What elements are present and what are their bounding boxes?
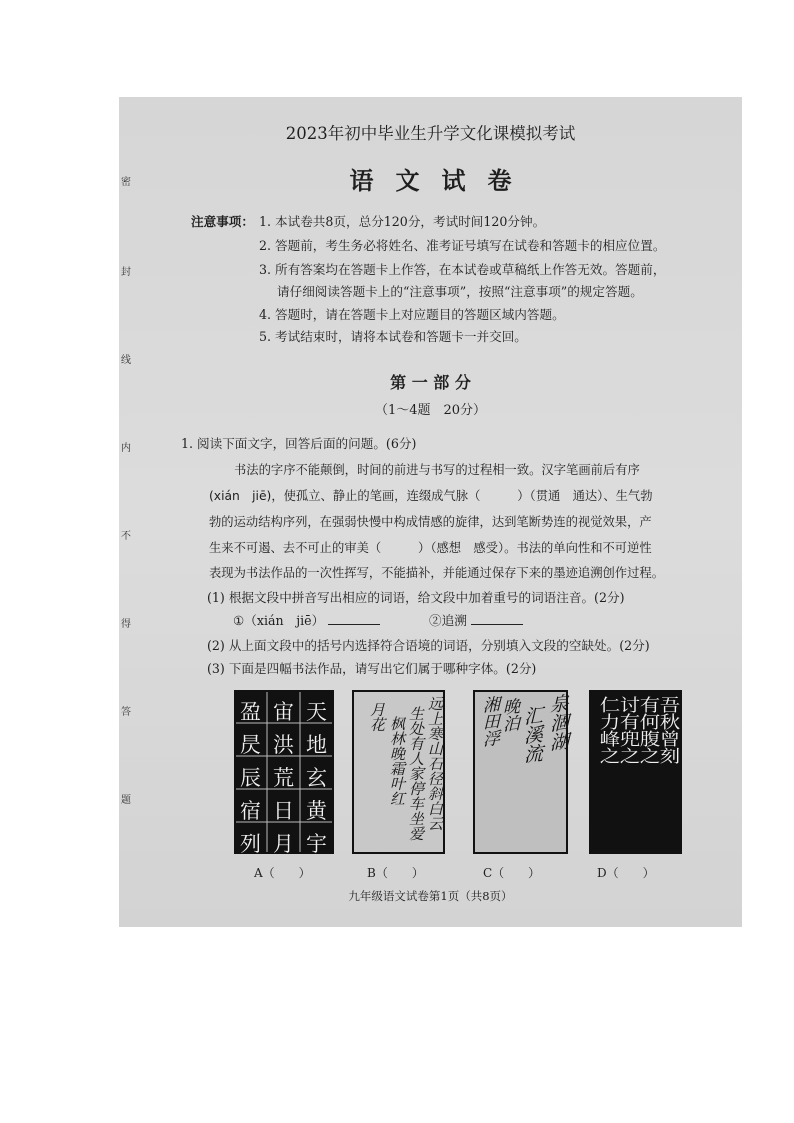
calligraphy-glyph: 月花 <box>368 702 386 732</box>
answer-blank[interactable] <box>471 612 523 625</box>
calligraphy-glyph: 仁力峰之 <box>594 696 619 764</box>
page-footer: 九年级语文试卷第1页（共8页） <box>348 889 513 903</box>
calligraphy-glyph: 泉涸湖 <box>547 692 569 753</box>
binding-label: 不 <box>121 531 131 542</box>
calligraphy-glyph: 黄 <box>306 799 327 823</box>
caption-d: D（ ） <box>597 866 655 880</box>
calligraphy-image-b <box>352 690 445 854</box>
calligraphy-glyph: 晚泊 <box>499 697 519 734</box>
subject-title: 语文试卷 <box>349 166 534 195</box>
exam-page <box>119 97 742 927</box>
pinyin-prompt: ①（xián jiē） <box>233 613 325 628</box>
binding-label: 答 <box>121 707 131 718</box>
passage-line: 勃的运动结构序列，在强弱快慢中构成情感的旋律，达到笔断势连的视觉效果，产 <box>209 515 652 529</box>
calligraphy-glyph: 玄 <box>306 766 327 790</box>
binding-label: 密 <box>121 177 131 188</box>
passage-line: (xián jiē)，使孤立、静止的笔画，连缀成气脉（ ）（贯通 通达）、生气勃 <box>209 489 653 503</box>
calligraphy-glyph: 日 <box>273 799 294 823</box>
passage-line: 书法的字序不能颠倒，时间的前进与书写的过程相一致。汉字笔画前后有序 <box>234 463 640 477</box>
calligraphy-glyph: 盈 <box>240 700 261 724</box>
calligraphy-glyph: 地 <box>306 733 327 757</box>
sub-question-1: (1) 根据文段中拼音写出相应的词语，给文段中加着重号的词语注音。(2分) <box>207 590 625 605</box>
calligraphy-glyph: 荒 <box>273 766 294 790</box>
calligraphy-glyph: 宙 <box>273 700 294 724</box>
notice-item: 3. 所有答案均在答题卡上作答，在本试卷或草稿纸上作答无效。答题前， <box>259 262 666 277</box>
calligraphy-glyph: 枫林晚霜叶红 <box>388 716 406 806</box>
calligraphy-image-a <box>234 690 334 854</box>
binding-label: 内 <box>121 443 131 454</box>
notice-item: 2. 答题前，考生务必将姓名、准考证号填写在试卷和答题卡的相应位置。 <box>259 238 666 253</box>
part-title: 第 一 部 分 <box>390 373 471 392</box>
part-subtitle: （1～4题 20分） <box>374 403 487 418</box>
calligraphy-image-d <box>589 690 682 854</box>
calligraphy-glyph: 有何腹之 <box>634 696 659 764</box>
sub-question-3: (3) 下面是四幅书法作品，请写出它们属于哪种字体。(2分) <box>207 661 537 676</box>
sub-question-2: (2) 从上面文段中的括号内选择符合语境的词语，分别填入文段的空缺处。(2分) <box>207 638 650 653</box>
calligraphy-glyph: 汇溪流 <box>521 704 543 765</box>
passage-line: 生来不可遏、去不可止的审美（ ）（感想 感受）。书法的单向性和不可逆性 <box>209 541 652 555</box>
calligraphy-glyph: 天 <box>306 700 327 724</box>
calligraphy-glyph: 月 <box>273 832 294 856</box>
calligraphy-glyph: 湘田浮 <box>479 695 499 749</box>
binding-label: 得 <box>121 619 131 630</box>
notice-label: 注意事项： <box>191 214 254 229</box>
notice-item: 5. 考试结束时，请将本试卷和答题卡一并交回。 <box>259 329 527 344</box>
calligraphy-glyph: 宿 <box>240 799 261 823</box>
calligraphy-glyph: 洪 <box>273 733 294 757</box>
calligraphy-glyph: 宇 <box>306 832 327 856</box>
caption-c: C（ ） <box>483 866 541 880</box>
exam-main-title: 2023年初中毕业生升学文化课模拟考试 <box>285 124 576 143</box>
notice-item: 1. 本试卷共8页，总分120分，考试时间120分钟。 <box>259 214 546 229</box>
calligraphy-glyph: 辰 <box>240 766 261 790</box>
binding-label: 封 <box>121 267 131 278</box>
word-prompt: ②追溯 <box>429 613 467 628</box>
caption-a: A（ ） <box>254 866 311 880</box>
binding-label: 线 <box>121 355 131 366</box>
caption-b: B（ ） <box>367 866 424 880</box>
calligraphy-glyph: 生处有人家停车坐爱 <box>407 706 425 841</box>
notice-item: 4. 答题时，请在答题卡上对应题目的答题区域内答题。 <box>259 307 565 322</box>
passage-line: 表现为书法作品的一次性挥写，不能描补，并能通过保存下来的墨迹追溯创作过程。 <box>209 566 664 580</box>
calligraphy-image-c <box>473 690 568 854</box>
question-1-stem: 1. 阅读下面文字，回答后面的问题。(6分) <box>181 436 417 451</box>
answer-blank[interactable] <box>328 612 380 625</box>
sub-question-1-answer-b <box>429 610 523 629</box>
calligraphy-glyph: 列 <box>240 832 261 856</box>
notice-item: 请仔细阅读答题卡上的“注意事项”，按照“注意事项”的规定答题。 <box>277 284 643 299</box>
sub-question-1-answer-a <box>233 610 380 629</box>
calligraphy-glyph: 讨有兜之 <box>614 696 639 764</box>
calligraphy-glyph: 昃 <box>240 733 261 757</box>
calligraphy-glyph: 远上寒山石径斜白云 <box>426 696 444 831</box>
calligraphy-glyph: 吾秋曾刻 <box>654 696 679 764</box>
binding-label: 题 <box>121 795 131 806</box>
